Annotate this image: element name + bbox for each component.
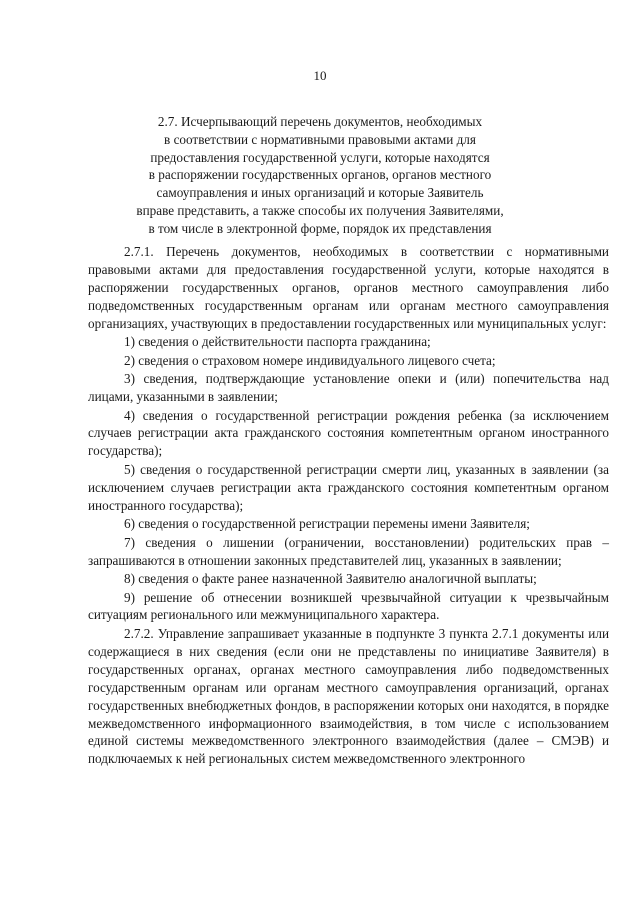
list-item-7: 7) сведения о лишении (ограничении, восстановлении) родительских прав – запрашиваются в отношении законных представителей лиц, указанных в заявлении; bbox=[88, 534, 609, 568]
list-item-3: 3) сведения, подтверждающие установление опеки и (или) попечительства над лицами, указанными в заявлении; bbox=[88, 371, 609, 405]
list-item-8: 8) сведения о факте ранее назначенной Заявителю аналогичной выплаты; bbox=[124, 571, 537, 587]
section-title bbox=[100, 113, 540, 238]
title-line: самоуправления и иных организаций и которые Заявитель bbox=[156, 185, 484, 201]
list-item-4: 4) сведения о государственной регистрации рождения ребенка (за исключением случаев регистрации акта гражданского состояния компетентным органом иностранного государства); bbox=[88, 407, 609, 459]
title-line: вправе представить, а также способы их получения Заявителями, bbox=[136, 202, 504, 218]
list-item-5: 5) сведения о государственной регистрации смерти лиц, указанных в заявлении (за исключением случаев регистрации акта гражданского состояния компетентным органом иностранного государства); bbox=[88, 461, 609, 513]
document-body bbox=[88, 243, 609, 768]
list-item-9: 9) решение об отнесении возникшей чрезвычайной ситуации к чрезвычайным ситуациям регионального или межмуниципального характера. bbox=[88, 589, 609, 623]
title-line: в соответствии с нормативными правовыми актами для bbox=[164, 131, 476, 147]
list-item-1: 1) сведения о действительности паспорта гражданина; bbox=[124, 334, 431, 350]
list-item-2: 2) сведения о страховом номере индивидуального лицевого счета; bbox=[124, 352, 496, 368]
title-line: предоставления государственной услуги, которые находятся bbox=[150, 149, 490, 165]
title-line: 2.7. Исчерпывающий перечень документов, необходимых bbox=[157, 114, 483, 129]
title-line: в том числе в электронной форме, порядок их представления bbox=[148, 220, 492, 236]
title-line: в распоряжении государственных органов, органов местного bbox=[148, 167, 492, 183]
paragraph-2-7-1: 2.7.1. Перечень документов, необходимых в соответствии с нормативными правовыми актами для предоставления государственной услуги, которые находятся в распоряжении государственных органов, органов местного самоуправления либо подведомственных государственным органам или органам местного самоуправления организациях, участвующих в предоставлении государственных или муниципальных услуг: bbox=[88, 244, 609, 331]
list-item-6: 6) сведения о государственной регистрации перемены имени Заявителя; bbox=[124, 516, 530, 532]
paragraph-2-7-2: 2.7.2. Управление запрашивает указанные в подпункте 3 пункта 2.7.1 документы или содержащиеся в них сведения (если они не представлены по инициативе Заявителя) в государственных органах, органах местного самоуправления либо подведомственных государственным органам или органам местного самоуправления организаций, органах государственных внебюджетных фондов, в распоряжении которых они находятся, в порядке межведомственного информационного взаимодействия, в том числе с использованием единой системы межведомственного электронного взаимодействия (далее – СМЭВ) и подключаемых к ней региональных систем межведомственного электронного bbox=[88, 625, 609, 767]
page-number: 10 bbox=[313, 68, 327, 83]
